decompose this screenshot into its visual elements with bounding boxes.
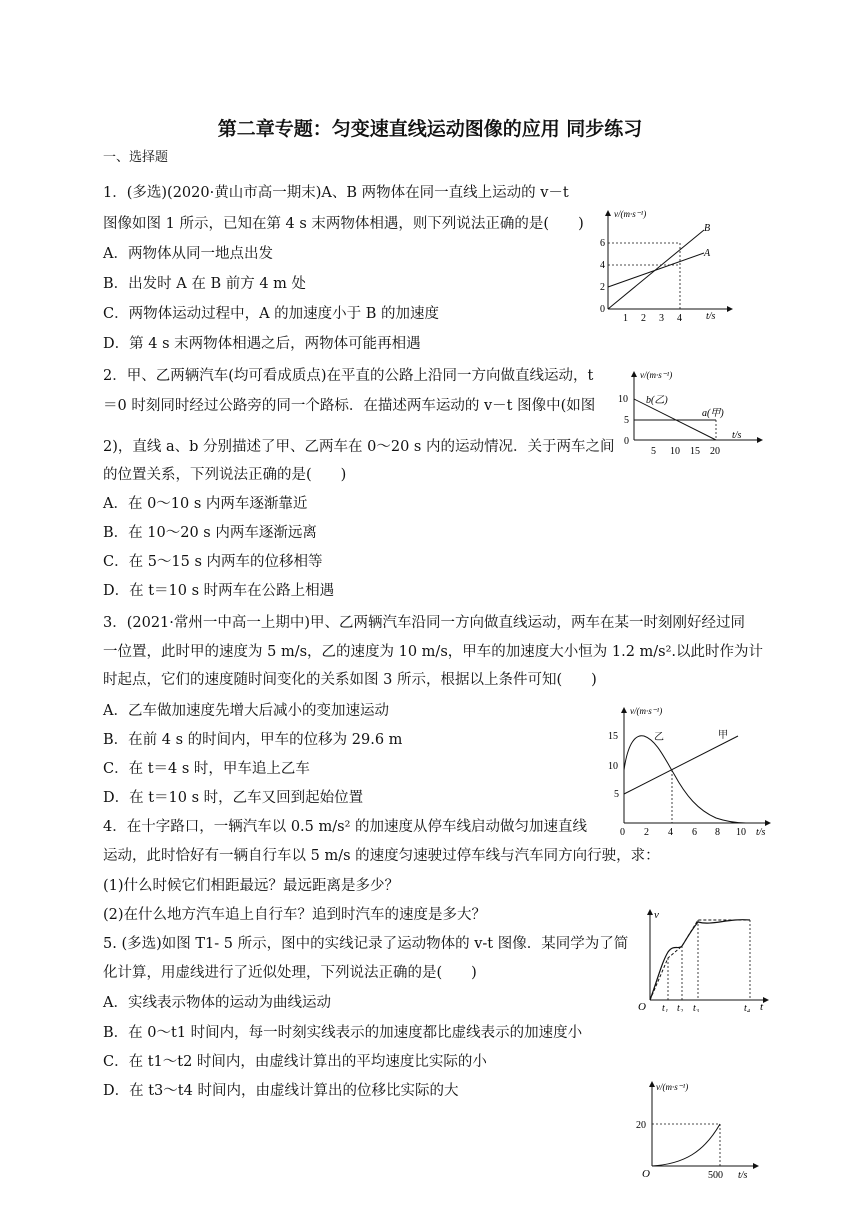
figure-t1-5-vt-graph — [636, 906, 772, 1012]
x-tick: 4 — [677, 313, 682, 324]
x-tick: 3 — [659, 313, 664, 324]
q1-option-b: B．出发时 A 在 B 前方 4 m 处 — [103, 276, 307, 292]
y-axis-label: v/(m·s⁻¹) — [614, 209, 647, 219]
q2-option-c: C．在 5～15 s 内两车的位移相等 — [103, 554, 323, 570]
x-axis-label: t/s — [706, 311, 716, 322]
y-tick: 4 — [600, 260, 605, 271]
q1-option-c: C．两物体运动过程中，A 的加速度小于 B 的加速度 — [103, 306, 440, 322]
q2-option-d: D．在 t＝10 s 时两车在公路上相遇 — [103, 583, 335, 599]
curve-yi — [624, 736, 746, 823]
q2-stem-line2: ＝0 时刻同时经过公路旁的同一个路标．在描述两车运动的 v－t 图像中(如图 — [103, 398, 596, 414]
y-tick: 0 — [624, 436, 629, 447]
solid-curve — [650, 920, 750, 1000]
y-axis-label: v/(m·s⁻¹) — [640, 370, 673, 380]
q5-option-c: C．在 t1～t2 时间内，由虚线计算出的平均速度比实际的小 — [103, 1054, 487, 1070]
y-tick: 20 — [636, 1120, 646, 1131]
line-jia-label: 甲 — [718, 730, 728, 741]
q3-option-c: C．在 t＝4 s 时，甲车追上乙车 — [103, 761, 310, 777]
q4-stem-line1: 4．在十字路口，一辆汽车以 0.5 m/s² 的加速度从停车线启动做匀加速直线 — [103, 819, 587, 835]
q5-option-b: B．在 0～t1 时间内，每一时刻实线表示的加速度都比虚线表示的加速度小 — [103, 1025, 583, 1041]
line-a — [608, 253, 704, 287]
q3-option-b: B．在前 4 s 的时间内，甲车的位移为 29.6 m — [103, 732, 403, 748]
curve-yi-label: 乙 — [654, 732, 664, 743]
line-a-label: A — [704, 248, 711, 259]
x-tick: 2 — [644, 827, 649, 838]
q3-stem-line1: 3．(2021·常州一中高一上期中)甲、乙两辆汽车沿同一方向做直线运动，两车在某一时刻刚好经过同 — [103, 615, 746, 631]
q1-option-a: A．两物体从同一地点出发 — [103, 246, 273, 262]
x-tick: 8 — [715, 827, 720, 838]
x-tick: t₂ — [677, 1003, 684, 1012]
q4-part2: (2)在什么地方汽车追上自行车？追到时汽车的速度是多大？ — [103, 907, 487, 923]
q5-option-d: D．在 t3～t4 时间内，由虚线计算出的位移比实际的大 — [103, 1083, 459, 1099]
x-tick: 2 — [641, 313, 646, 324]
y-tick: 5 — [614, 789, 619, 800]
figure-6-vt-graph — [634, 1078, 764, 1182]
x-axis-label: t/s — [738, 1170, 748, 1181]
y-axis-label: v/(m·s⁻¹) — [656, 1082, 689, 1092]
x-axis-label: t/s — [756, 827, 766, 838]
y-axis-label: v/(m·s⁻¹) — [630, 706, 663, 716]
x-tick: t₄ — [744, 1003, 751, 1012]
y-tick: 5 — [624, 415, 629, 426]
q1-stem-line1: 1．(多选)(2020·黄山市高一期末)A、B 两物体在同一直线上运动的 v－t — [103, 185, 569, 201]
y-tick: 2 — [600, 282, 605, 293]
figure-2-vt-graph — [616, 368, 766, 460]
q3-option-a: A．乙车做加速度先增大后减小的变加速运动 — [103, 703, 389, 719]
q5-stem-line1: 5. (多选)如图 T1- 5 所示，图中的实线记录了运动物体的 v-t 图像．某同学为了简 — [103, 936, 629, 952]
q1-stem-line2: 图像如图 1 所示，已知在第 4 s 末两物体相遇，则下列说法正确的是( ) — [103, 216, 584, 232]
q3-option-d: D．在 t＝10 s 时，乙车又回到起始位置 — [103, 790, 364, 806]
q3-stem-line2: 一位置，此时甲的速度为 5 m/s，乙的速度为 10 m/s，甲车的加速度大小恒为 1.2 m/s².以此时作为计 — [103, 644, 764, 660]
figure-3-vt-graph — [606, 702, 776, 840]
x-tick: 4 — [668, 827, 673, 838]
origin-label: O — [642, 1168, 650, 1180]
q4-stem-line2: 运动，此时恰好有一辆自行车以 5 m/s 的速度匀速驶过停车线与汽车同方向行驶，求： — [103, 848, 660, 864]
figure-1-vt-graph — [596, 205, 736, 325]
q4-part1: (1)什么时候它们相距最远？最远距离是多少？ — [103, 878, 400, 894]
y-tick: 0 — [600, 304, 605, 315]
y-axis-label: v — [654, 909, 659, 921]
q1-option-d: D．第 4 s 末两物体相遇之后，两物体可能再相遇 — [103, 336, 421, 352]
x-tick: 10 — [670, 446, 680, 457]
q2-stem-line1: 2．甲、乙两辆汽车(均可看成质点)在平直的公路上沿同一方向做直线运动，t — [103, 368, 594, 384]
q2-stem-line4: 的位置关系，下列说法正确的是( ) — [103, 467, 347, 483]
line-b-label: b(乙) — [646, 395, 668, 406]
x-tick: 6 — [692, 827, 697, 838]
line-b-label: B — [704, 223, 711, 234]
x-axis-label: t — [760, 1001, 764, 1012]
x-tick: 5 — [651, 446, 656, 457]
q2-option-a: A．在 0～10 s 内两车逐渐靠近 — [103, 496, 308, 512]
q2-option-b: B．在 10～20 s 内两车逐渐远离 — [103, 525, 317, 541]
q2-stem-line3: 2)，直线 a、b 分别描述了甲、乙两车在 0～20 s 内的运动情况．关于两车之间 — [103, 439, 615, 455]
x-tick: 15 — [690, 446, 700, 457]
x-tick: 500 — [708, 1170, 723, 1181]
origin-label: O — [638, 1001, 646, 1012]
y-tick: 10 — [618, 394, 628, 405]
q3-stem-line3: 时起点，它们的速度随时间变化的关系如图 3 所示，根据以上条件可知( ) — [103, 672, 597, 688]
curve — [652, 1124, 720, 1166]
dashed-approximation — [650, 920, 750, 1000]
y-tick: 10 — [608, 761, 618, 772]
x-tick: 10 — [736, 827, 746, 838]
x-tick: t₃ — [693, 1003, 700, 1012]
line-a-label: a(甲) — [702, 408, 724, 419]
section-heading: 一、选择题 — [103, 150, 169, 165]
page-title: 第二章专题：匀变速直线运动图像的应用 同步练习 — [217, 118, 643, 140]
y-tick: 6 — [600, 238, 605, 249]
x-tick: 20 — [710, 446, 720, 457]
x-axis-label: t/s — [732, 430, 742, 441]
y-tick: 15 — [608, 731, 618, 742]
x-tick: 1 — [623, 313, 628, 324]
q5-stem-line2: 化计算，用虚线进行了近似处理，下列说法正确的是( ) — [103, 965, 477, 981]
x-tick: t₁ — [662, 1003, 669, 1012]
x-tick: 0 — [620, 827, 625, 838]
q5-option-a: A．实线表示物体的运动为曲线运动 — [103, 995, 331, 1011]
